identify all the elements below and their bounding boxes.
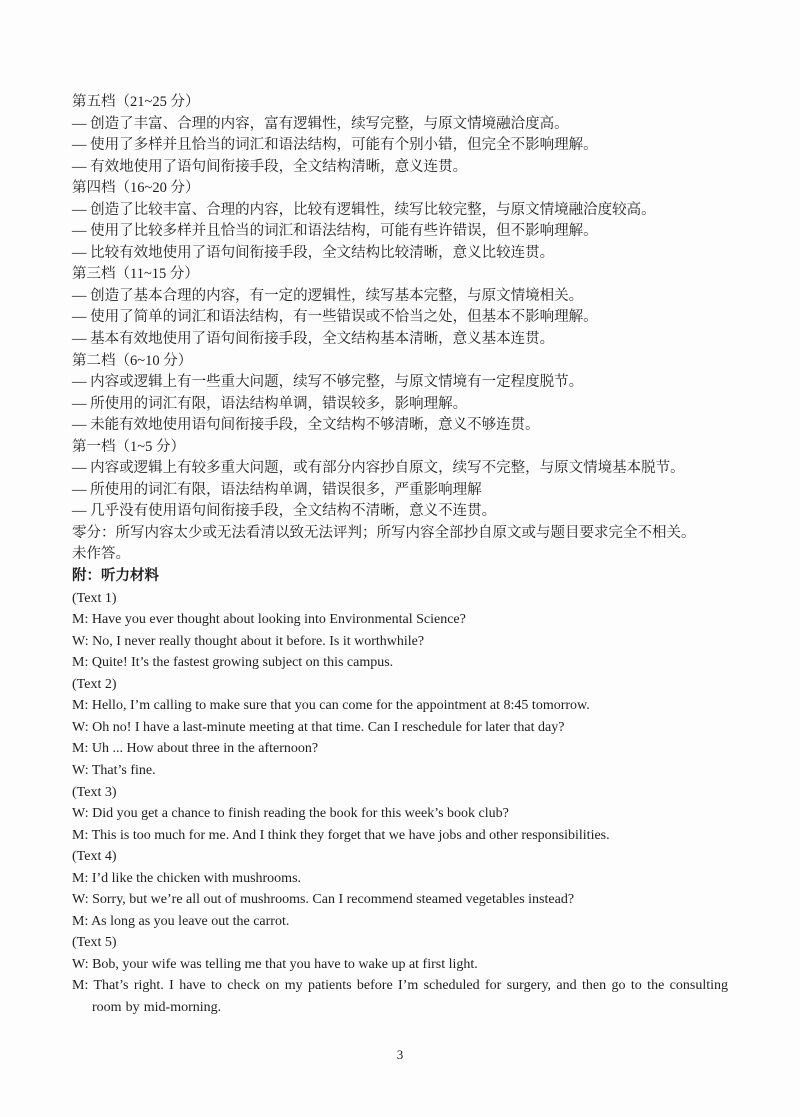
dialogue-line: W: That’s fine.: [72, 762, 156, 778]
dialogue-line: M: Hello, I’m calling to make sure that you can come for the appointment at 8:45 tomorrow.: [72, 698, 590, 714]
rubric-level-1: [72, 437, 732, 523]
listening-heading: 附：听力材料: [72, 568, 159, 585]
text-label: (Text 5): [72, 935, 117, 951]
criterion-item: — 有效地使用了语句间衔接手段，全文结构清晰，意义连贯。: [72, 158, 468, 175]
criterion-item: — 使用了简单的词汇和语法结构，有一些错误或不恰当之处，但基本不影响理解。: [72, 309, 598, 326]
criterion-item: — 所使用的词汇有限，语法结构单调，错误很多，严重影响理解: [72, 481, 482, 498]
dialogue-line: W: Oh no! I have a last-minute meeting at that time. Can I reschedule for later that day?: [72, 719, 565, 735]
criterion-item: — 创造了基本合理的内容，有一定的逻辑性，续写基本完整，与原文情境相关。: [72, 287, 584, 304]
rubric-level-2: [72, 351, 732, 437]
rubric-level-4: [72, 178, 732, 264]
dialogue-line: M: That’s right. I have to check on my patients before I’m scheduled for surgery, and then go to the consulting room by mid-morning.: [72, 978, 728, 1015]
dialogue-line: W: Bob, your wife was telling me that you have to wake up at first light.: [72, 956, 478, 972]
transcript-text-3: [72, 782, 732, 847]
criterion-item: — 创造了比较丰富、合理的内容，比较有逻辑性，续写比较完整，与原文情境融洽度较高。: [72, 201, 656, 218]
level-title: 第四档（16~20 分）: [72, 180, 200, 197]
zero-score-rule: 零分：所写内容太少或无法看清以致无法评判；所写内容全部抄自原文或与题目要求完全不相关。: [72, 524, 696, 541]
dialogue-line: M: As long as you leave out the carrot.: [72, 913, 290, 929]
level-title: 第一档（1~5 分）: [72, 438, 185, 455]
rubric-level-5: [72, 92, 732, 178]
criterion-item: — 内容或逻辑上有一些重大问题，续写不够完整，与原文情境有一定程度脱节。: [72, 374, 584, 391]
dialogue-line: M: This is too much for me. And I think they forget that we have jobs and other responsibilities.: [72, 827, 610, 843]
text-label: (Text 3): [72, 784, 117, 800]
criterion-item: — 比较有效地使用了语句间衔接手段，全文结构比较清晰，意义比较连贯。: [72, 244, 555, 261]
dialogue-line: M: Quite! It’s the fastest growing subject on this campus.: [72, 655, 394, 671]
criterion-item: — 创造了丰富、合理的内容，富有逻辑性，续写完整，与原文情境融洽度高。: [72, 115, 569, 132]
page-number: 3: [396, 1047, 404, 1062]
level-title: 第三档（11~15 分）: [72, 266, 199, 283]
dialogue-line: W: Sorry, but we’re all out of mushrooms. Can I recommend steamed vegetables instead?: [72, 892, 575, 908]
scoring-rubric: [72, 92, 732, 566]
text-label: (Text 1): [72, 590, 117, 606]
level-title: 第二档（6~10 分）: [72, 352, 193, 369]
dialogue-line: W: No, I never really thought about it before. Is it worthwhile?: [72, 633, 425, 649]
dialogue-line: M: Uh ... How about three in the afternoon?: [72, 741, 319, 757]
transcript-text-2: [72, 674, 732, 782]
level-title: 第五档（21~25 分）: [72, 94, 200, 110]
transcript-text-4: [72, 846, 732, 932]
criterion-item: — 使用了比较多样并且恰当的词汇和语法结构，可能有些许错误，但不影响理解。: [72, 223, 598, 240]
transcript-text-5: [72, 932, 732, 1018]
page-content: [72, 92, 732, 1019]
criterion-item: — 基本有效地使用了语句间衔接手段，全文结构基本清晰，意义基本连贯。: [72, 331, 555, 348]
dialogue-line: M: I’d like the chicken with mushrooms.: [72, 870, 302, 886]
criterion-item: — 内容或逻辑上有较多重大问题，或有部分内容抄自原文，续写不完整，与原文情境基本脱节。: [72, 460, 685, 477]
no-answer-rule: 未作答。: [72, 546, 130, 563]
text-label: (Text 4): [72, 849, 117, 865]
rubric-level-3: [72, 264, 732, 350]
text-label: (Text 2): [72, 676, 117, 692]
criterion-item: — 几乎没有使用语句间衔接手段，全文结构不清晰，意义不连贯。: [72, 503, 497, 520]
dialogue-line: M: Have you ever thought about looking into Environmental Science?: [72, 612, 466, 628]
dialogue-line: W: Did you get a chance to finish reading the book for this week’s book club?: [72, 806, 509, 822]
criterion-item: — 使用了多样并且恰当的词汇和语法结构，可能有个别小错，但完全不影响理解。: [72, 137, 598, 154]
listening-transcript: [72, 588, 732, 1019]
criterion-item: — 未能有效地使用语句间衔接手段，全文结构不够清晰，意义不够连贯。: [72, 417, 540, 434]
criterion-item: — 所使用的词汇有限，语法结构单调，错误较多，影响理解。: [72, 395, 468, 412]
transcript-text-1: [72, 588, 732, 674]
